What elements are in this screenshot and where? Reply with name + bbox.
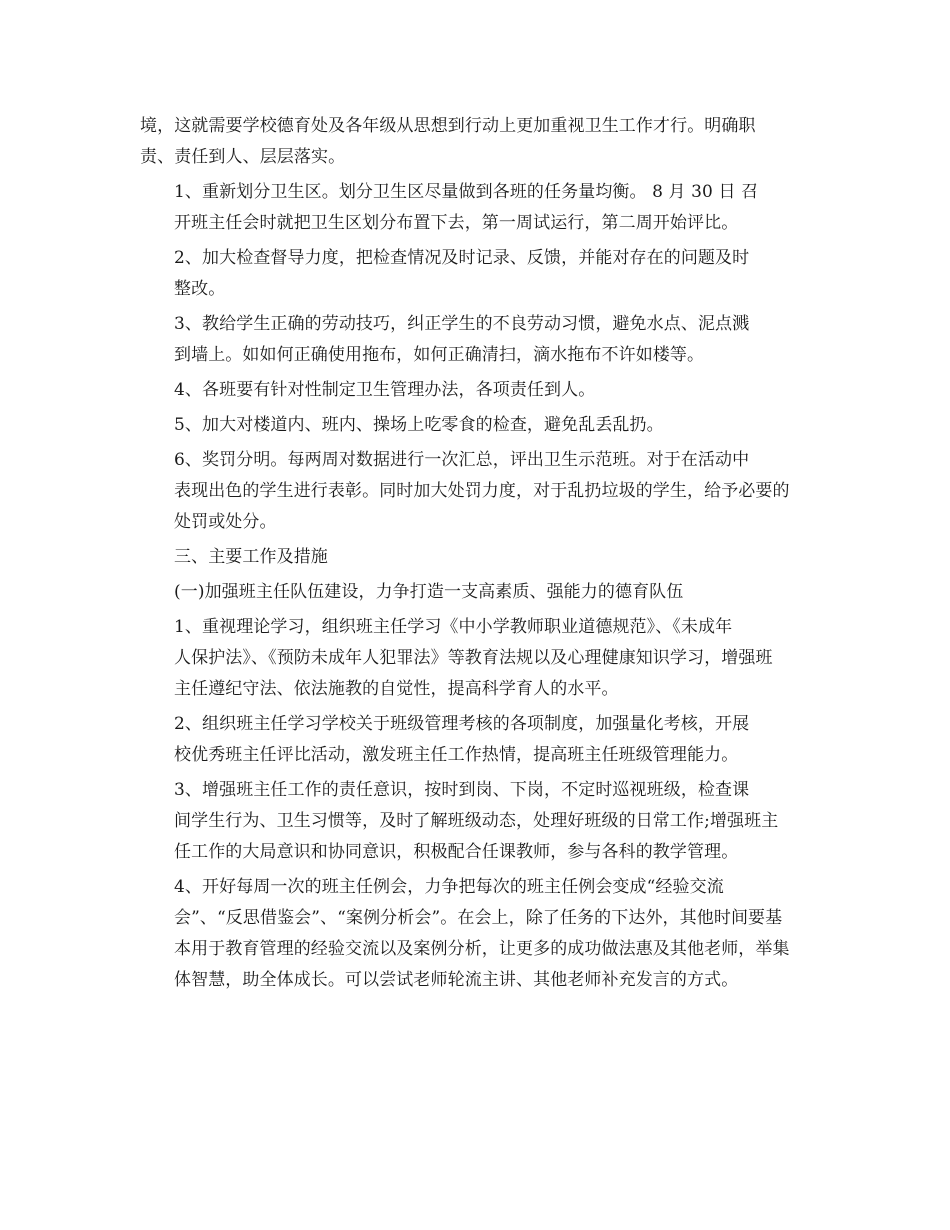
paragraph bbox=[140, 375, 812, 406]
paragraph bbox=[140, 111, 812, 173]
text-line: 责、责任到人、层层落实。 bbox=[140, 147, 346, 167]
text-line: 表现出色的学生进行表彰。同时加大处罚力度，对于乱扔垃圾的学生，给予必要的 bbox=[174, 481, 790, 501]
text-line: 处罚或处分。 bbox=[174, 512, 277, 532]
text-line: 4、开好每周一次的班主任例会，力争把每次的班主任例会变成“经验交流 bbox=[174, 877, 724, 897]
paragraph bbox=[140, 309, 812, 371]
text-line: 任工作的大局意识和协同意识，积极配合任课教师，参与各科的教学管理。 bbox=[174, 842, 739, 862]
paragraph bbox=[140, 709, 812, 771]
text-line: 3、增强班主任工作的责任意识，按时到岗、下岗，不定时巡视班级，检查课 bbox=[174, 780, 750, 800]
text-line: 体智慧，助全体成长。可以尝试老师轮流主讲、其他老师补充发言的方式。 bbox=[174, 970, 739, 990]
text-line: 4、各班要有针对性制定卫生管理办法，各项责任到人。 bbox=[174, 380, 596, 400]
paragraph bbox=[140, 542, 812, 573]
text-line: 三、主要工作及措施 bbox=[174, 547, 328, 567]
text-line: 2、组织班主任学习学校关于班级管理考核的各项制度，加强量化考核，开展 bbox=[174, 714, 750, 734]
paragraph bbox=[140, 612, 812, 705]
text-line: 1、重视理论学习，组织班主任学习《中小学教师职业道德规范》、《未成年 bbox=[174, 617, 733, 637]
text-line: 2、加大检查督导力度，把检查情况及时记录、反馈，并能对存在的问题及时 bbox=[174, 248, 750, 268]
paragraph bbox=[140, 577, 812, 608]
text-line: 1、重新划分卫生区。划分卫生区尽量做到各班的任务量均衡。 8 月 30 日 召 bbox=[174, 182, 759, 202]
text-line: 到墙上。如如何正确使用拖布，如何正确清扫，滴水拖布不许如楼等。 bbox=[174, 345, 705, 365]
text-line: 开班主任会时就把卫生区划分布置下去，第一周试运行，第二周开始评比。 bbox=[174, 213, 739, 233]
text-line: 本用于教育管理的经验交流以及案例分析，让更多的成功做法惠及其他老师，举集 bbox=[174, 939, 790, 959]
text-line: 6、奖罚分明。每两周对数据进行一次汇总，评出卫生示范班。对于在活动中 bbox=[174, 450, 750, 470]
text-line: 间学生行为、卫生习惯等，及时了解班级动态，处理好班级的日常工作;增强班主 bbox=[174, 811, 779, 831]
text-line: 境，这就需要学校德育处及各年级从思想到行动上更加重视卫生工作才行。明确职 bbox=[140, 116, 756, 136]
text-line: 校优秀班主任评比活动，激发班主任工作热情，提高班主任班级管理能力。 bbox=[174, 745, 739, 765]
paragraph bbox=[140, 775, 812, 868]
text-line: 会”、“反思借鉴会”、“案例分析会”。在会上，除了任务的下达外，其他时间要基 bbox=[174, 908, 783, 928]
text-line: 3、教给学生正确的劳动技巧，纠正学生的不良劳动习惯，避免水点、泥点溅 bbox=[174, 314, 750, 334]
paragraph bbox=[140, 243, 812, 305]
paragraph bbox=[140, 177, 812, 239]
text-line: 整改。 bbox=[174, 279, 226, 299]
paragraph bbox=[140, 410, 812, 441]
text-line: 主任遵纪守法、依法施教的自觉性，提高科学育人的水平。 bbox=[174, 679, 619, 699]
text-line: 人保护法》、《预防未成年人犯罪法》等教育法规以及心理健康知识学习，增强班 bbox=[174, 648, 773, 668]
text-line: (一)加强班主任队伍建设，力争打造一支高素质、强能力的德育队伍 bbox=[174, 582, 684, 602]
paragraph bbox=[140, 445, 812, 538]
paragraph bbox=[140, 872, 812, 996]
document-body bbox=[140, 111, 812, 1000]
text-line: 5、加大对楼道内、班内、操场上吃零食的检查，避免乱丢乱扔。 bbox=[174, 415, 664, 435]
